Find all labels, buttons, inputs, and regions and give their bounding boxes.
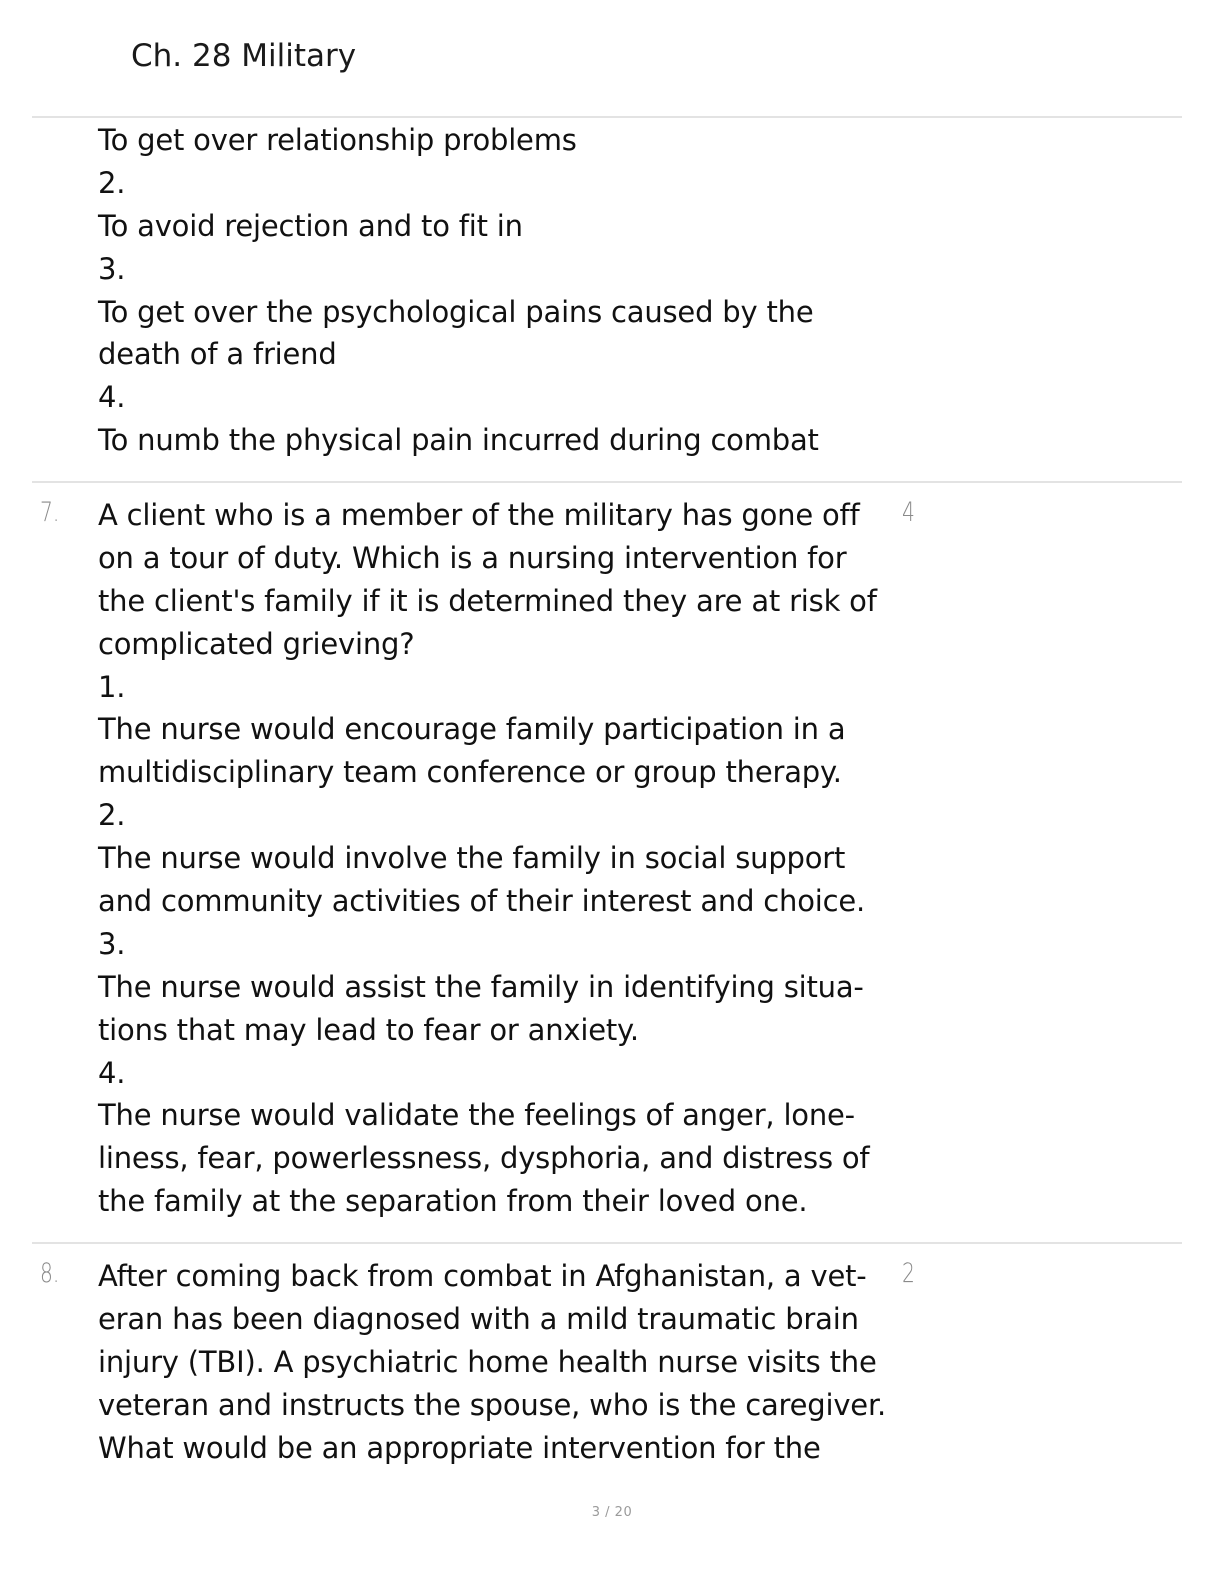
option-number: 3. [98,926,126,961]
question-8 [98,1255,908,1469]
option-number: 1. [98,669,126,704]
option-text: The nurse would encourage family participation in a [98,712,846,747]
question-text: veteran and instructs the spouse, who is the caregiver. [98,1387,887,1422]
question-text: complicated grieving? [98,626,415,661]
option-text: tions that may lead to fear or anxiety. [98,1012,639,1047]
option-text: To avoid rejection and to fit in [98,208,523,243]
question-number: 7. [40,497,60,528]
option-text: death of a friend [98,337,337,372]
option-text: The nurse would assist the family in identifying situa- [98,969,864,1004]
option-number: 2. [98,798,126,833]
option-number: 4. [98,380,126,415]
option-number: 2. [98,165,126,200]
option-text: To get over the psychological pains caused by the [98,294,814,329]
question-text: injury (TBI). A psychiatric home health nurse visits the [98,1344,877,1379]
option-number: 3. [98,251,126,286]
question-text: on a tour of duty. Which is a nursing intervention for [98,540,847,575]
question-text: A client who is a member of the military has gone off [98,498,860,532]
divider-q8 [32,1242,1182,1244]
option-text: To get over relationship problems [98,123,577,157]
answer-key: 2 [902,1258,915,1289]
page-number: 3 / 20 [591,1505,633,1520]
divider-q7 [32,481,1182,483]
option-text: The nurse would validate the feelings of anger, lone- [98,1098,855,1133]
question-text: After coming back from combat in Afghanistan, a vet- [98,1259,867,1293]
question-text: the client's family if it is determined they are at risk of [98,583,877,618]
page-title: Ch. 28 Military [131,38,357,74]
question-text: What would be an appropriate intervention for the [98,1430,821,1465]
answer-key: 4 [902,497,915,528]
option-text: To numb the physical pain incurred during combat [98,423,819,458]
continued-options [98,119,908,462]
option-text: The nurse would involve the family in social support [98,841,846,876]
question-7 [98,494,908,1223]
divider-top [32,116,1182,118]
option-text: and community activities of their interest and choice. [98,884,866,919]
question-text: eran has been diagnosed with a mild traumatic brain [98,1301,859,1336]
option-text: multidisciplinary team conference or group therapy. [98,755,842,790]
option-number: 4. [98,1055,126,1090]
option-text: the family at the separation from their loved one. [98,1184,808,1219]
option-text: liness, fear, powerlessness, dysphoria, and distress of [98,1141,870,1176]
question-number: 8. [40,1258,60,1289]
